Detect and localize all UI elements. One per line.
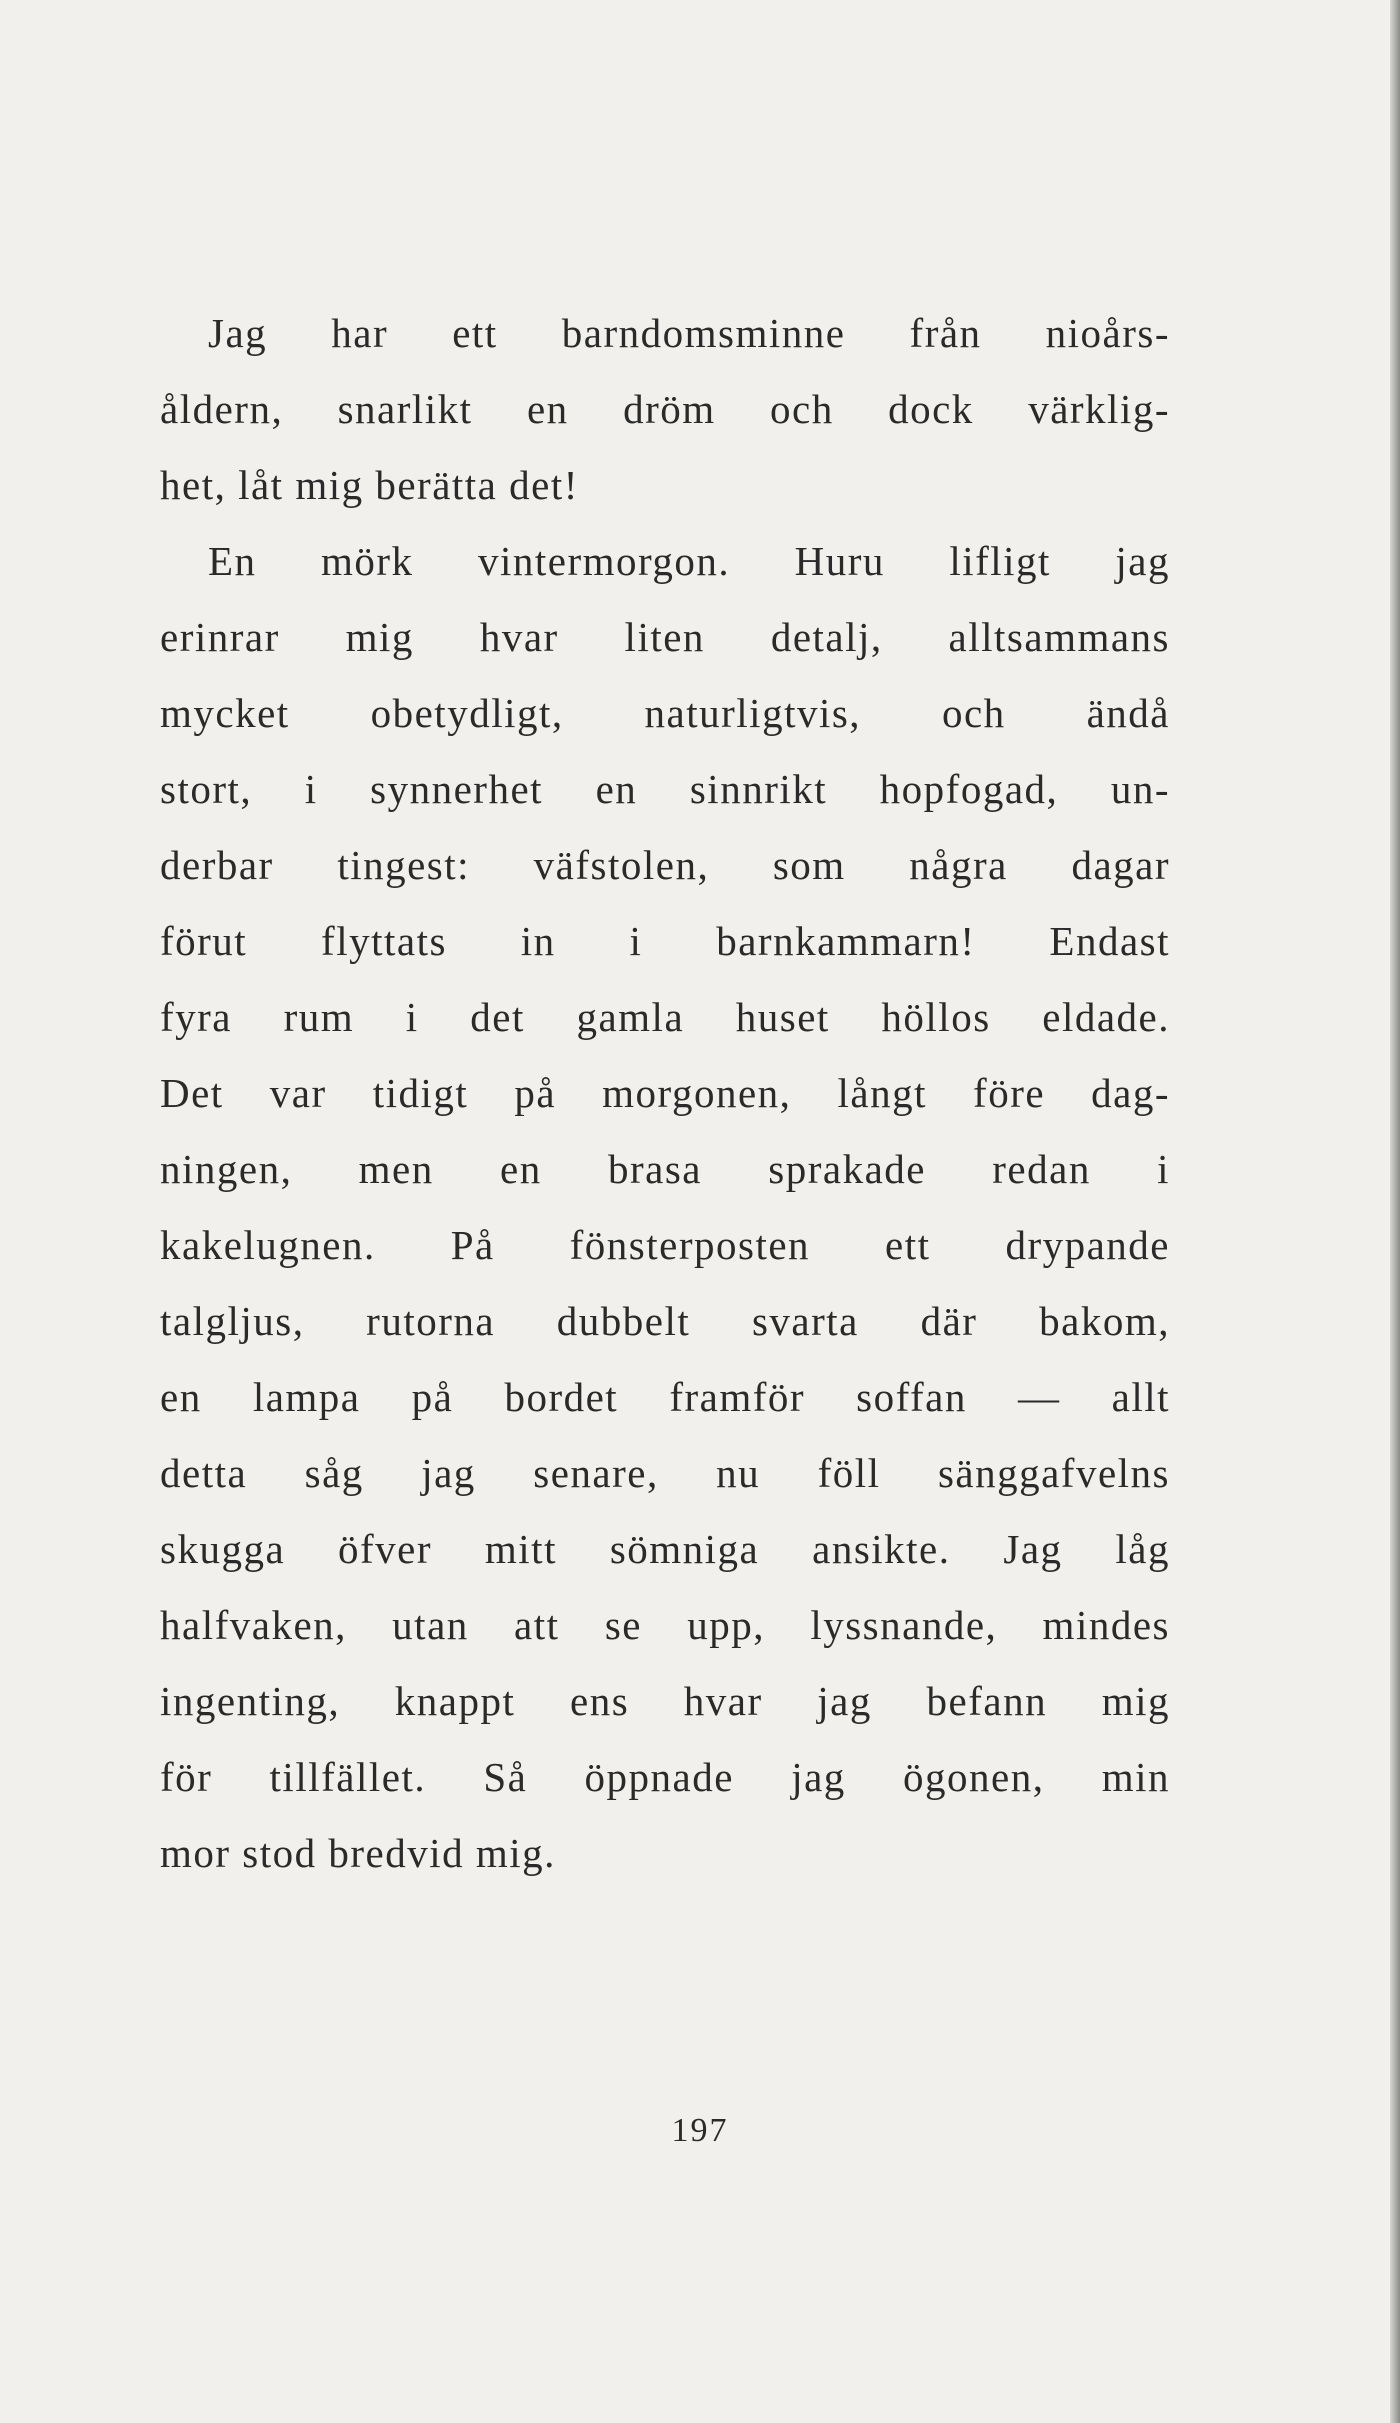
text-line-9: förut flyttats in i barnkammarn! Endast [160, 918, 1170, 964]
text-line-2: åldern, snarlikt en dröm och dock värklig- [160, 386, 1170, 432]
text-line-8: derbar tingest: väfstolen, som några dagar [160, 842, 1170, 888]
text-line-4: En mörk vintermorgon. Huru lifligt jag [208, 538, 1170, 584]
page-edge-shadow [1390, 0, 1400, 2423]
text-line-16: detta såg jag senare, nu föll sänggafvelns [160, 1450, 1170, 1496]
text-line-1: Jag har ett barndomsminne från nioårs- [208, 310, 1170, 356]
text-line-12: ningen, men en brasa sprakade redan i [160, 1146, 1170, 1192]
text-line-18: halfvaken, utan att se upp, lyssnande, mindes [160, 1602, 1170, 1648]
text-line-21: mor stod bredvid mig. [160, 1830, 556, 1876]
text-line-11: Det var tidigt på morgonen, långt före dag- [160, 1070, 1170, 1116]
text-line-5: erinrar mig hvar liten detalj, alltsammans [160, 614, 1170, 660]
text-line-13: kakelugnen. På fönsterposten ett drypande [160, 1222, 1170, 1268]
page-number: 197 [671, 2112, 729, 2149]
text-line-19: ingenting, knappt ens hvar jag befann mig [160, 1678, 1170, 1724]
text-line-3: het, låt mig berätta det! [160, 462, 579, 508]
text-line-7: stort, i synnerhet en sinnrikt hopfogad, un- [160, 766, 1170, 812]
text-line-6: mycket obetydligt, naturligtvis, och ändå [160, 690, 1170, 736]
text-line-15: en lampa på bordet framför soffan — allt [160, 1374, 1170, 1420]
text-line-20: för tillfället. Så öppnade jag ögonen, min [160, 1754, 1170, 1800]
text-line-14: talgljus, rutorna dubbelt svarta där bakom, [160, 1298, 1170, 1344]
text-line-17: skugga öfver mitt sömniga ansikte. Jag låg [160, 1526, 1170, 1572]
text-line-10: fyra rum i det gamla huset höllos eldade. [160, 994, 1170, 1040]
